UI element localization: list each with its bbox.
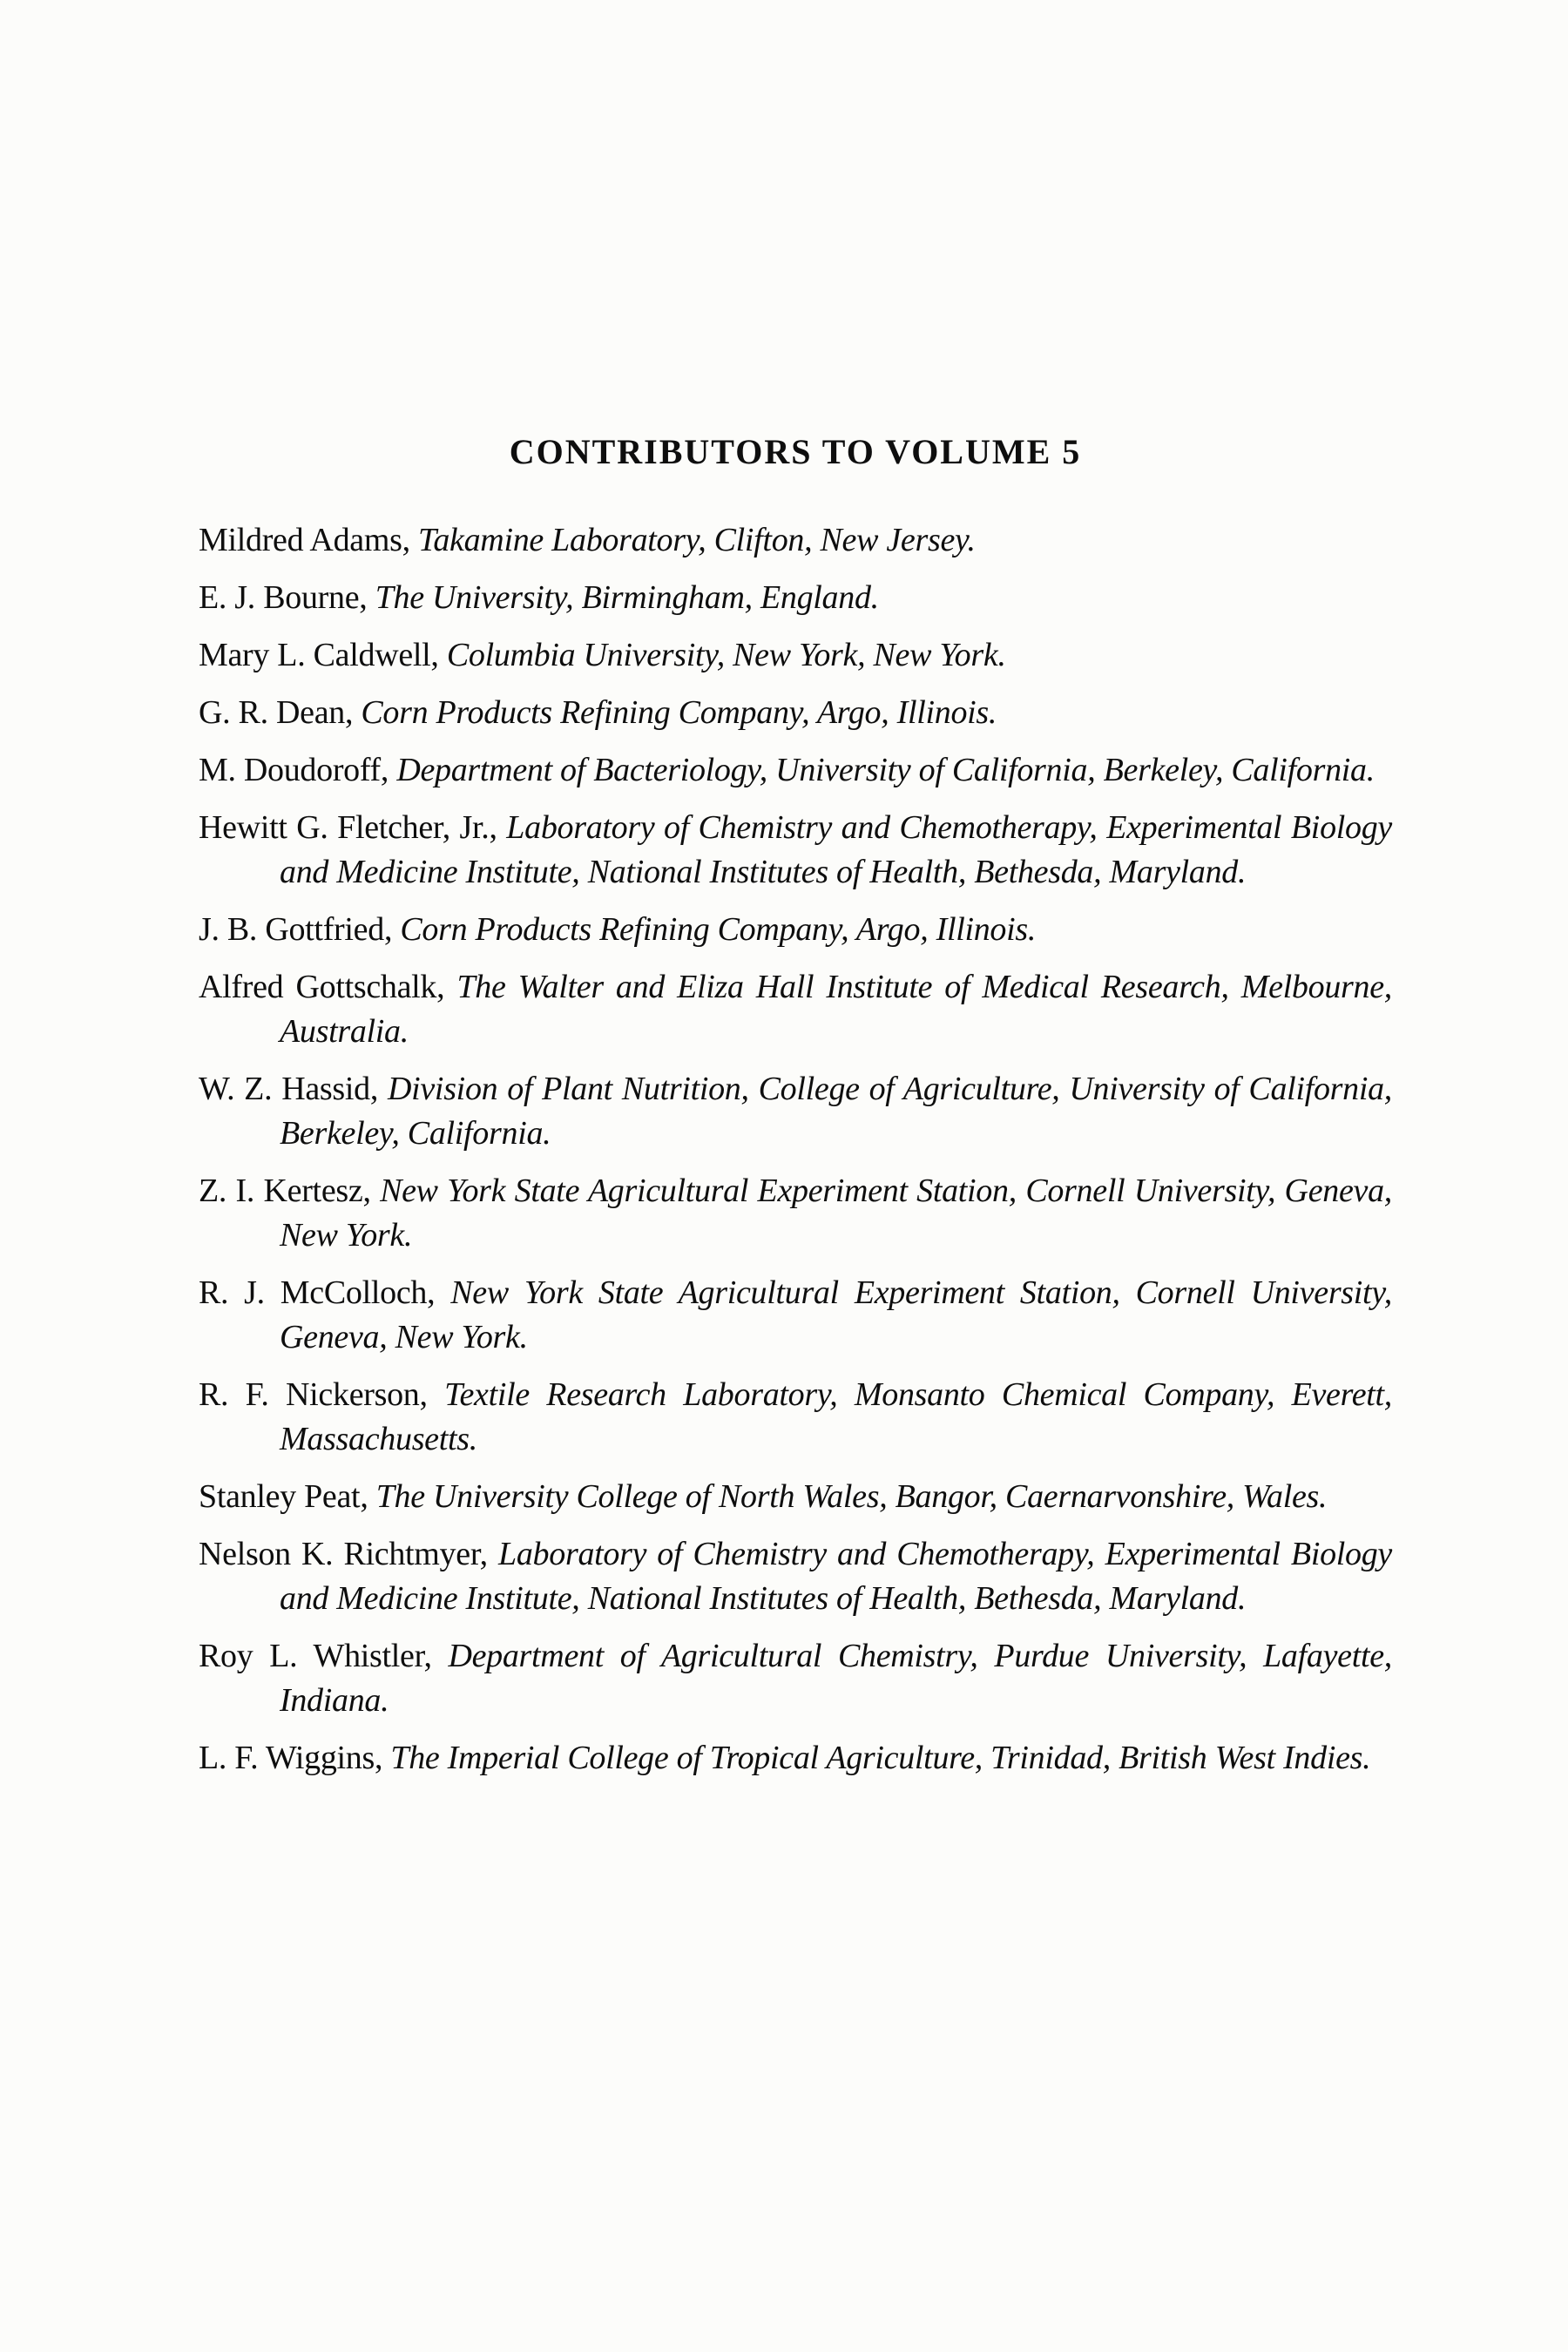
contributor-affiliation: Corn Products Refining Company, Argo, Illinois.	[400, 911, 1037, 948]
contributor-name: L. F. Wiggins	[199, 1740, 375, 1776]
contributor-affiliation: The University, Birmingham, England.	[375, 579, 879, 616]
contributor-affiliation: The Walter and Eliza Hall Institute of Medical Research, Melbourne, Australia.	[280, 969, 1392, 1050]
contributor-entry	[199, 518, 1392, 563]
contributor-name: Z. I. Kertesz	[199, 1173, 363, 1209]
contributor-entry	[199, 965, 1392, 1054]
name-separator: ,	[427, 1274, 451, 1311]
contributor-name: Roy L. Whistler	[199, 1638, 424, 1674]
contributor-name: R. J. McColloch	[199, 1274, 428, 1311]
name-separator: ,	[423, 1638, 449, 1674]
contributor-entry	[199, 1475, 1392, 1519]
contributor-entry	[199, 908, 1392, 952]
contributor-entry	[199, 633, 1392, 678]
contributor-affiliation: Laboratory of Chemistry and Chemotherapy, Experimental Biology and Medicine Institute, National Institutes of Health, Bethesda, Maryland.	[280, 1536, 1392, 1617]
contributor-entry	[199, 576, 1392, 620]
page-title: CONTRIBUTORS TO VOLUME 5	[509, 432, 1082, 471]
page-content	[199, 433, 1392, 1781]
contributor-entry	[199, 748, 1392, 793]
contributor-entry	[199, 806, 1392, 895]
contributor-name: W. Z. Hassid	[199, 1071, 370, 1107]
contributor-affiliation: The Imperial College of Tropical Agriculture, Trinidad, British West Indies.	[390, 1740, 1371, 1776]
contributor-entry	[199, 1067, 1392, 1156]
name-separator: ,	[344, 694, 362, 731]
contributor-affiliation: Laboratory of Chemistry and Chemotherapy, Experimental Biology and Medicine Institute, National Institutes of Health, Bethesda, Maryland.	[280, 809, 1392, 890]
contributor-affiliation: Columbia University, New York, New York.	[446, 637, 1006, 673]
contributor-name: Nelson K. Richtmyer	[199, 1536, 480, 1572]
contributor-name: Mildred Adams	[199, 522, 402, 558]
contributor-affiliation: Department of Bacteriology, University of California, Berkeley, California.	[396, 752, 1375, 788]
name-separator: ,	[360, 1478, 376, 1515]
contributor-affiliation: Corn Products Refining Company, Argo, Illinois.	[361, 694, 997, 731]
contributor-entry	[199, 1271, 1392, 1360]
contributor-name: Hewitt G. Fletcher, Jr.	[199, 809, 490, 846]
contributor-entry	[199, 1736, 1392, 1781]
name-separator: ,	[479, 1536, 499, 1572]
contributor-name: Mary L. Caldwell	[199, 637, 431, 673]
contributor-name: J. B. Gottfried	[199, 911, 384, 948]
contributor-entry	[199, 1169, 1392, 1258]
contributor-entry	[199, 1532, 1392, 1621]
contributor-name: R. F. Nickerson	[199, 1376, 420, 1413]
contributor-entry	[199, 691, 1392, 735]
contributor-entry	[199, 1634, 1392, 1723]
name-separator: ,	[430, 637, 447, 673]
name-separator: ,	[369, 1071, 388, 1107]
contributor-entry	[199, 1373, 1392, 1462]
contributor-name: M. Doudoroff	[199, 752, 381, 788]
contributor-name: G. R. Dean	[199, 694, 345, 731]
name-separator: ,	[359, 579, 375, 616]
name-separator: ,	[374, 1740, 391, 1776]
contributor-affiliation: The University College of North Wales, Bangor, Caernarvonshire, Wales.	[375, 1478, 1328, 1515]
name-separator: ,	[402, 522, 418, 558]
contributor-affiliation: New York State Agricultural Experiment Station, Cornell University, Geneva, New York.	[280, 1173, 1392, 1254]
contributor-affiliation: Division of Plant Nutrition, College of Agriculture, University of California, Berkeley, California.	[280, 1071, 1392, 1152]
name-separator: ,	[436, 969, 457, 1005]
contributor-affiliation: Takamine Laboratory, Clifton, New Jersey.	[418, 522, 976, 558]
name-separator: ,	[419, 1376, 445, 1413]
contributor-name: Alfred Gottschalk	[199, 969, 437, 1005]
contributor-affiliation: New York State Agricultural Experiment Station, Cornell University, Geneva, New York.	[280, 1274, 1392, 1355]
contributor-affiliation: Textile Research Laboratory, Monsanto Chemical Company, Everett, Massachusetts.	[280, 1376, 1392, 1457]
name-separator: ,	[489, 809, 507, 846]
name-separator: ,	[380, 752, 397, 788]
name-separator: ,	[362, 1173, 381, 1209]
contributor-name: Stanley Peat	[199, 1478, 361, 1515]
contributor-list	[199, 518, 1392, 1781]
contributor-name: E. J. Bourne	[199, 579, 360, 616]
name-separator: ,	[383, 911, 401, 948]
contributor-affiliation: Department of Agricultural Chemistry, Purdue University, Lafayette, Indiana.	[280, 1638, 1392, 1719]
